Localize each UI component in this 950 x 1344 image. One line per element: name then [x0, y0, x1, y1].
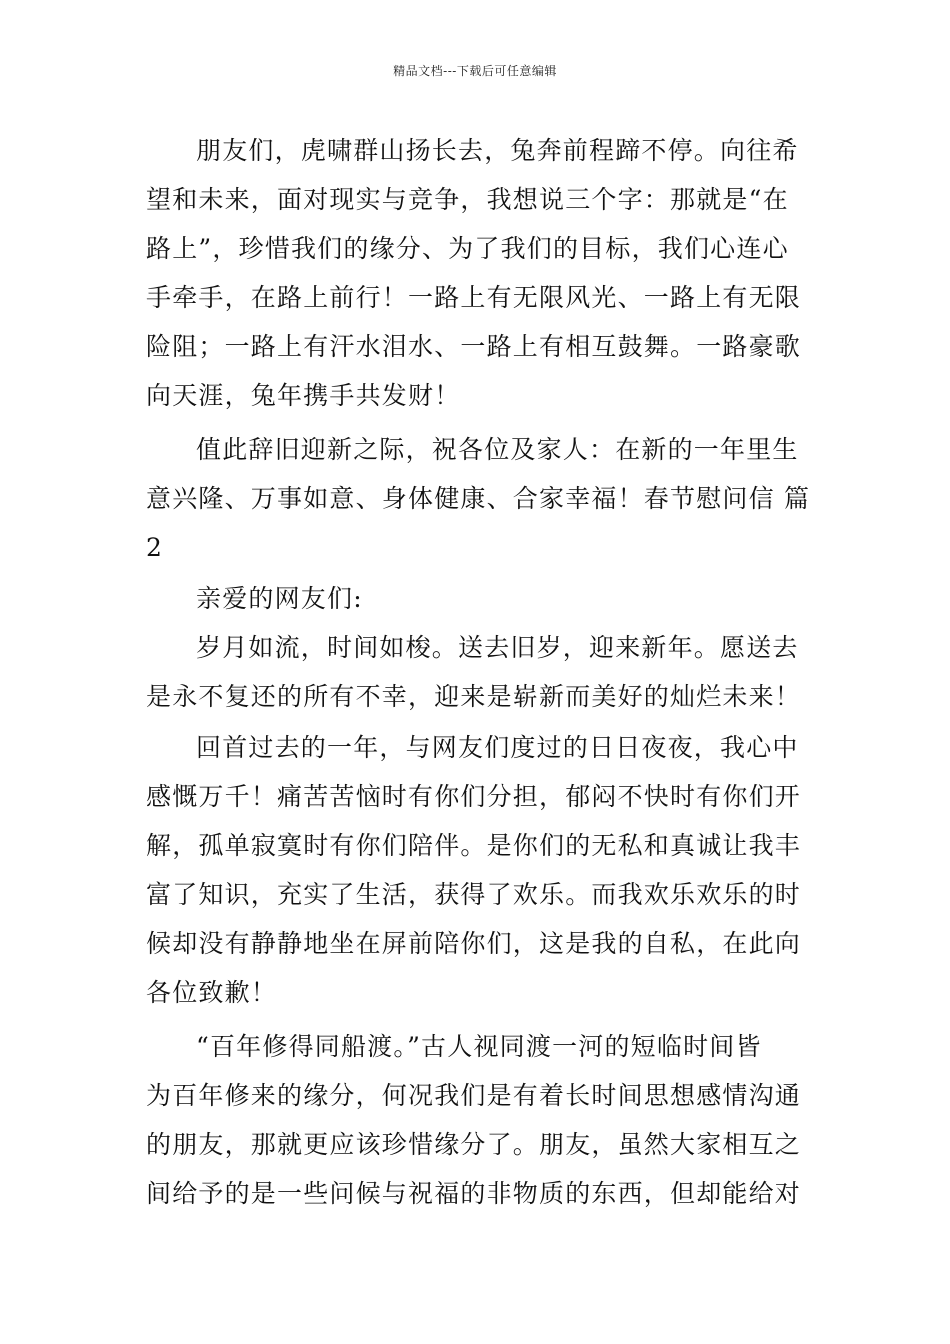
text-line: 各位致歉！ [146, 978, 278, 1007]
text-line: 候却没有静静地坐在屏前陪你们，这是我的自私，在此向 [146, 929, 802, 958]
text-line: 为百年修来的缘分，何况我们是有着长时间思想感情沟通 [146, 1081, 802, 1110]
text-line: 望和未来，面对现实与竞争，我想说三个字：那就是“在 [146, 185, 789, 214]
text-line: 路上”，珍惜我们的缘分、为了我们的目标，我们心连心 [146, 234, 789, 263]
text-line: 解，孤单寂寞时有你们陪伴。是你们的无私和真诚让我丰 [146, 831, 802, 860]
text-line: 朋友们，虎啸群山扬长去，兔奔前程蹄不停。向往希 [196, 136, 799, 165]
text-line: 是永不复还的所有不幸，迎来是崭新而美好的灿烂未来！ [146, 682, 802, 711]
text-line: 感慨万千！痛苦苦恼时有你们分担，郁闷不快时有你们开 [146, 782, 802, 811]
text-line: 向天涯，兔年携手共发财！ [146, 381, 461, 410]
text-line: 手牵手，在路上前行！一路上有无限风光、一路上有无限 [146, 283, 802, 312]
text-line: 间给予的是一些问候与祝福的非物质的东西，但却能给对 [146, 1179, 802, 1208]
text-line: 意兴隆、万事如意、身体健康、合家幸福！春节慰问信 篇 [146, 484, 811, 513]
text-line: 2 [146, 533, 164, 562]
text-line: 险阻；一路上有汗水泪水、一路上有相互鼓舞。一路豪歌 [146, 332, 802, 361]
page-header: 精品文档---下载后可任意编辑 [393, 64, 557, 78]
text-line: 的朋友，那就更应该珍惜缘分了。朋友，虽然大家相互之 [146, 1130, 802, 1159]
text-line: 岁月如流，时间如梭。送去旧岁，迎来新年。愿送去 [196, 633, 799, 662]
text-line: 亲爱的网友们: [196, 584, 363, 613]
text-line: “百年修得同船渡。”古人视同渡一河的短临时间皆 [196, 1032, 762, 1061]
text-line: 富了知识，充实了生活，获得了欢乐。而我欢乐欢乐的时 [146, 880, 802, 909]
text-line: 值此辞旧迎新之际，祝各位及家人：在新的一年里生 [196, 435, 799, 464]
text-line: 回首过去的一年，与网友们度过的日日夜夜，我心中 [196, 733, 799, 762]
